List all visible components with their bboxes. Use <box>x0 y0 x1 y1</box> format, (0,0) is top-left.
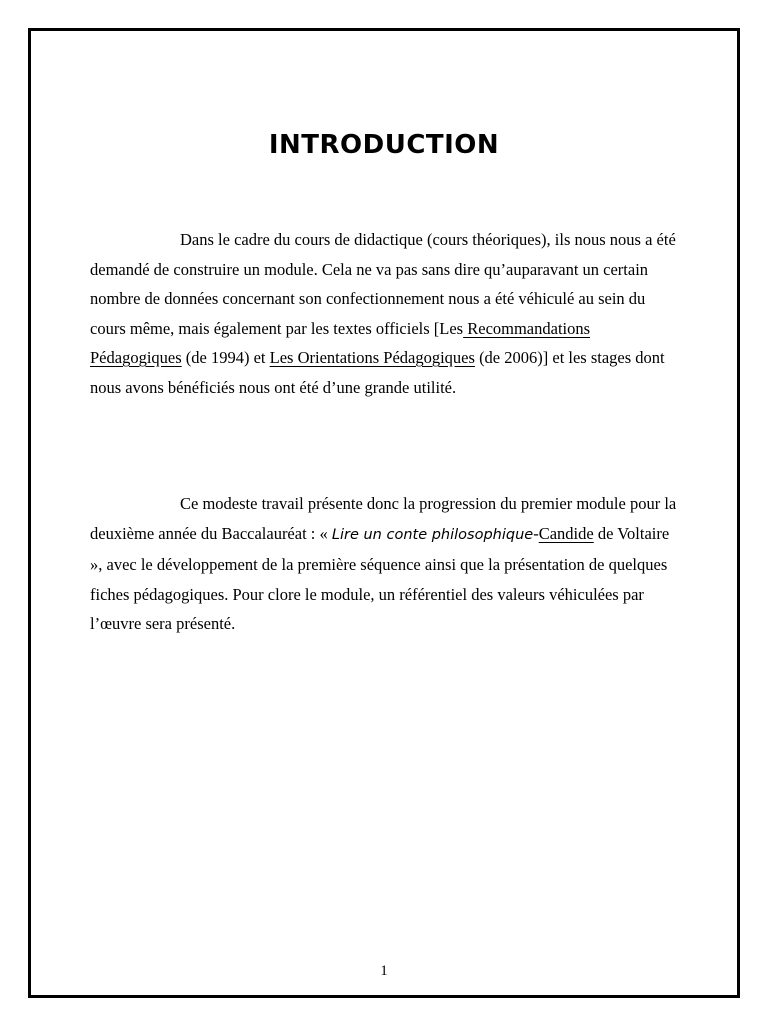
paragraph-1-text-c: (de 2006)] et les stages dont nous avons bénéficiés nous ont été d’une grande utilité. <box>90 348 665 397</box>
paragraph-1-text-b: (de 1994) et <box>181 348 270 367</box>
page-number: 1 <box>380 963 388 979</box>
intro-paragraph-2 <box>90 489 680 639</box>
intro-paragraph-1 <box>90 225 680 402</box>
paragraph-2-text-a: Ce modeste travail présente donc la progression du premier module pour la deuxième année du Baccalauréat : « <box>90 494 677 543</box>
recommandations-reference: Recommandations Pédagogiques <box>90 318 591 367</box>
candide-reference: Candide <box>538 523 594 543</box>
paragraph-2-text-b: de Voltaire », avec le développement de la première séquence ainsi que la présentation de quelques fiches pédagogiques. Pour clore le module, un référentiel des valeurs véhiculées par l’œuvre sera présenté. <box>90 523 670 633</box>
page-title: INTRODUCTION <box>268 130 500 160</box>
paragraph-1-text-a: Dans le cadre du cours de didactique (cours théoriques), ils nous nous a été demandé de construire un module. Cela ne va pas sans dire qu’auparavant un certain nombre de données concernant son confectionnement nous a été véhiculé au sein du cours même, mais également par les textes officiels [Les <box>90 230 676 338</box>
module-title-italic: Lire un conte philosophique <box>331 526 534 543</box>
module-title-dash: - <box>533 523 539 543</box>
orientations-reference: Les Orientations Pédagogiques <box>269 348 475 367</box>
